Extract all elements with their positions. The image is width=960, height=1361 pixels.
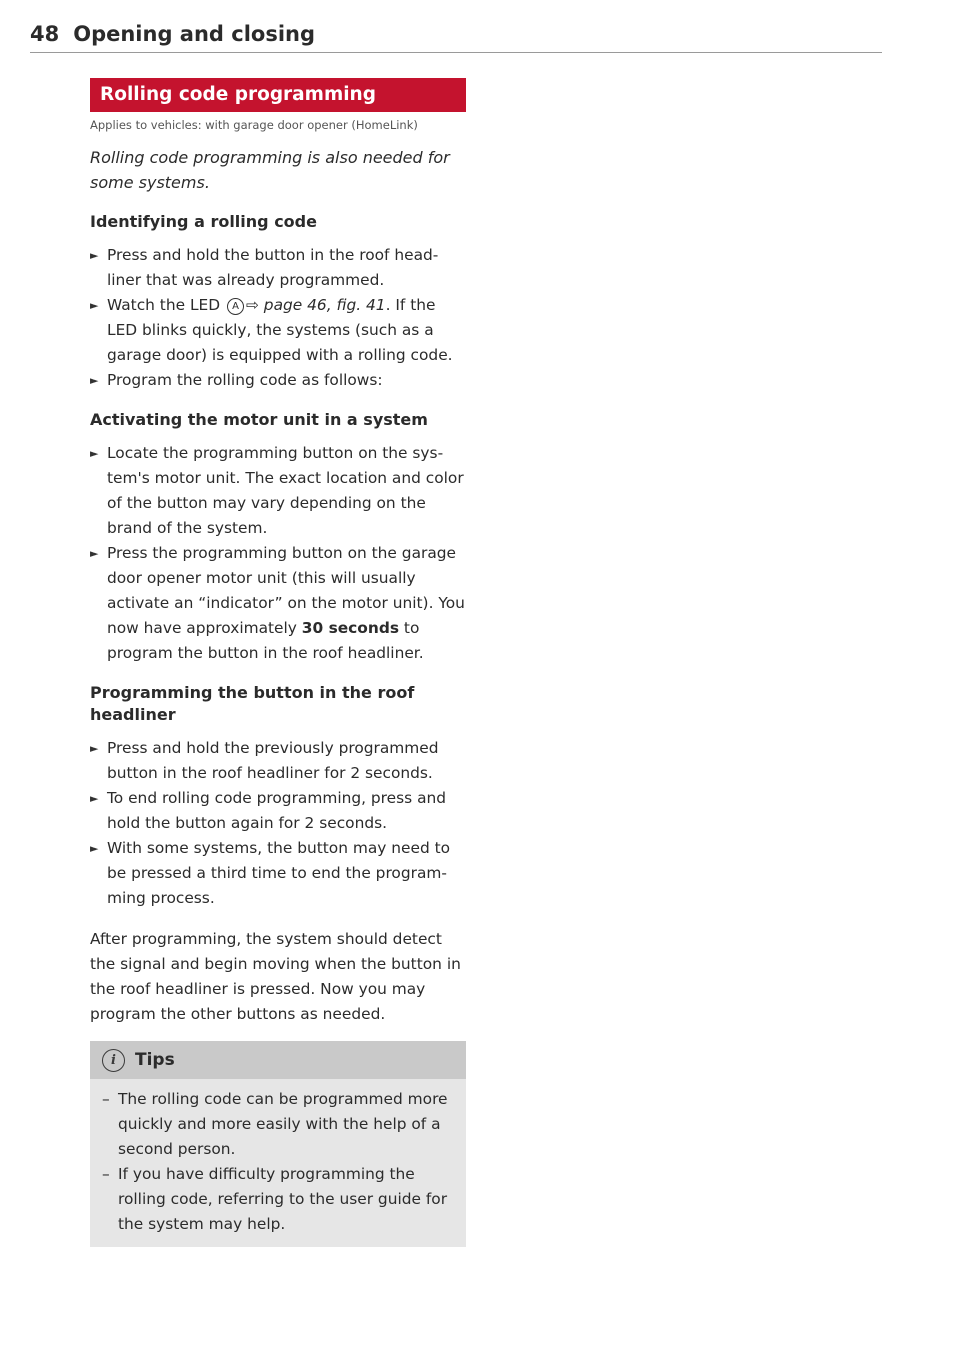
list-item <box>90 836 466 911</box>
bullet-arrow-icon: ► <box>90 792 99 805</box>
step-text: . If the LED blinks quickly, the systems (such as a garage door) is equipped with a rolling code. <box>107 296 453 364</box>
info-icon: i <box>102 1049 125 1072</box>
step-text: Press the programming button on the garage door opener motor unit (this will usually activate an “indicator” on the motor unit). You now have approximately <box>107 544 465 637</box>
step-text: Press and hold the button in the roof headliner that was already programmed. <box>107 246 439 289</box>
list-item <box>90 736 466 786</box>
tips-header <box>90 1041 466 1079</box>
activate-steps <box>90 441 466 666</box>
intro-text: Rolling code programming is also needed for some systems. <box>90 148 450 192</box>
step-text: to program the button in the roof headliner. <box>107 619 424 662</box>
tips-list <box>90 1087 466 1237</box>
content-column <box>90 78 466 1247</box>
list-item <box>90 541 466 666</box>
bullet-arrow-icon: ► <box>90 299 99 312</box>
marker-a-icon: A <box>227 298 244 315</box>
list-item <box>102 1162 456 1237</box>
step-text: With some systems, the button may need to be pressed a third time to end the programming process. <box>107 839 451 907</box>
list-item <box>90 441 466 541</box>
bullet-arrow-icon: ► <box>90 447 99 460</box>
program-steps <box>90 736 466 911</box>
dash-icon: – <box>102 1090 110 1108</box>
page-reference-link[interactable]: ⇨ page 46, fig. 41 <box>246 296 386 314</box>
identify-heading: Identifying a rolling code <box>90 212 317 231</box>
list-item <box>102 1087 456 1162</box>
list-item <box>90 786 466 836</box>
program-heading: Programming the button in the roof headliner <box>90 683 415 724</box>
step-text: Watch the LED <box>107 296 221 314</box>
list-item <box>90 243 466 293</box>
after-paragraph: After programming, the system should detect the signal and begin moving when the button in the roof headliner is pressed. Now you may program the other buttons as needed. <box>90 930 461 1023</box>
list-item <box>90 293 466 368</box>
identify-steps <box>90 243 466 393</box>
tip-text: If you have difficulty programming the rolling code, referring to the user guide for the system may help. <box>118 1165 448 1233</box>
page-header <box>30 22 882 53</box>
chapter-title: Opening and closing <box>73 22 316 46</box>
bullet-arrow-icon: ► <box>90 547 99 560</box>
list-item <box>90 368 466 393</box>
bullet-arrow-icon: ► <box>90 842 99 855</box>
dash-icon: – <box>102 1165 110 1183</box>
applies-note: Applies to vehicles: with garage door opener (HomeLink) <box>90 118 418 132</box>
bullet-arrow-icon: ► <box>90 374 99 387</box>
activate-heading: Activating the motor unit in a system <box>90 410 428 429</box>
page-number: 48 <box>30 22 60 46</box>
tips-box <box>90 1041 466 1247</box>
step-text: To end rolling code programming, press and hold the button again for 2 seconds. <box>107 789 447 832</box>
emphasis-text: 30 seconds <box>301 619 400 637</box>
step-text: Locate the programming button on the system's motor unit. The exact location and color of the button may vary depending on the brand of the system. <box>107 444 464 537</box>
tip-text: The rolling code can be programmed more quickly and more easily with the help of a second person. <box>118 1090 448 1158</box>
tips-title: Tips <box>135 1050 175 1070</box>
bullet-arrow-icon: ► <box>90 742 99 755</box>
bullet-arrow-icon: ► <box>90 249 99 262</box>
step-text: Press and hold the previously programmed button in the roof headliner for 2 seconds. <box>107 739 439 782</box>
step-text: Program the rolling code as follows: <box>107 371 383 389</box>
section-title: Rolling code programming <box>90 78 466 112</box>
